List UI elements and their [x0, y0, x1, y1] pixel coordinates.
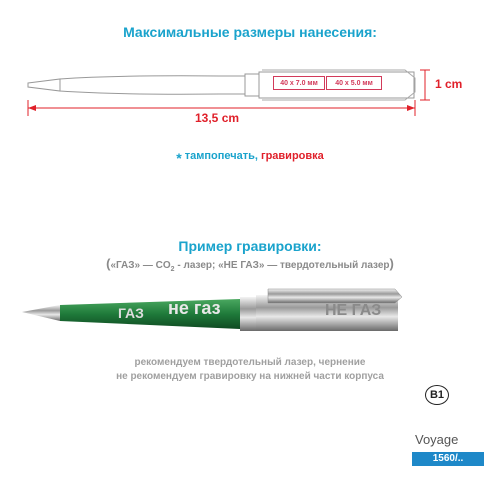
product-badge: B1 — [425, 385, 449, 405]
engraving-ne-gaz-body: не газ — [168, 298, 221, 318]
example-legend: («ГАЗ» — $CO_2$ - лазер; «НЕ ГАЗ» — твердотельный лазер) — [106, 256, 394, 273]
methods-star: * — [176, 150, 182, 166]
recommendation-line-1: рекомендуем твердотельный лазер, чернение — [134, 357, 366, 368]
pen-photo — [0, 275, 500, 345]
page-title: Максимальные размеры нанесения: — [123, 24, 377, 40]
recommendation-line-2: не рекомендуем гравировку на нижней части корпуса — [116, 371, 384, 382]
method-engraving: гравировка — [261, 150, 324, 162]
print-zone-a: 40 x 7.0 мм — [273, 76, 325, 90]
engraving-ne-gaz-cap: НЕ ГАЗ — [325, 302, 382, 319]
height-dimension-label: 1 cm — [435, 77, 463, 91]
engraving-gaz: ГАЗ — [118, 305, 144, 321]
methods-line — [0, 150, 500, 166]
pen-outline-drawing — [0, 50, 500, 140]
method-pad-print: тампопечать, — [184, 150, 258, 162]
product-name: Voyage — [415, 432, 459, 447]
product-code: 1560/.. — [412, 452, 484, 466]
length-dimension-label: 13,5 cm — [195, 111, 240, 125]
example-title: Пример гравировки: — [178, 238, 322, 254]
print-zone-b: 40 x 5.0 мм — [326, 76, 382, 90]
